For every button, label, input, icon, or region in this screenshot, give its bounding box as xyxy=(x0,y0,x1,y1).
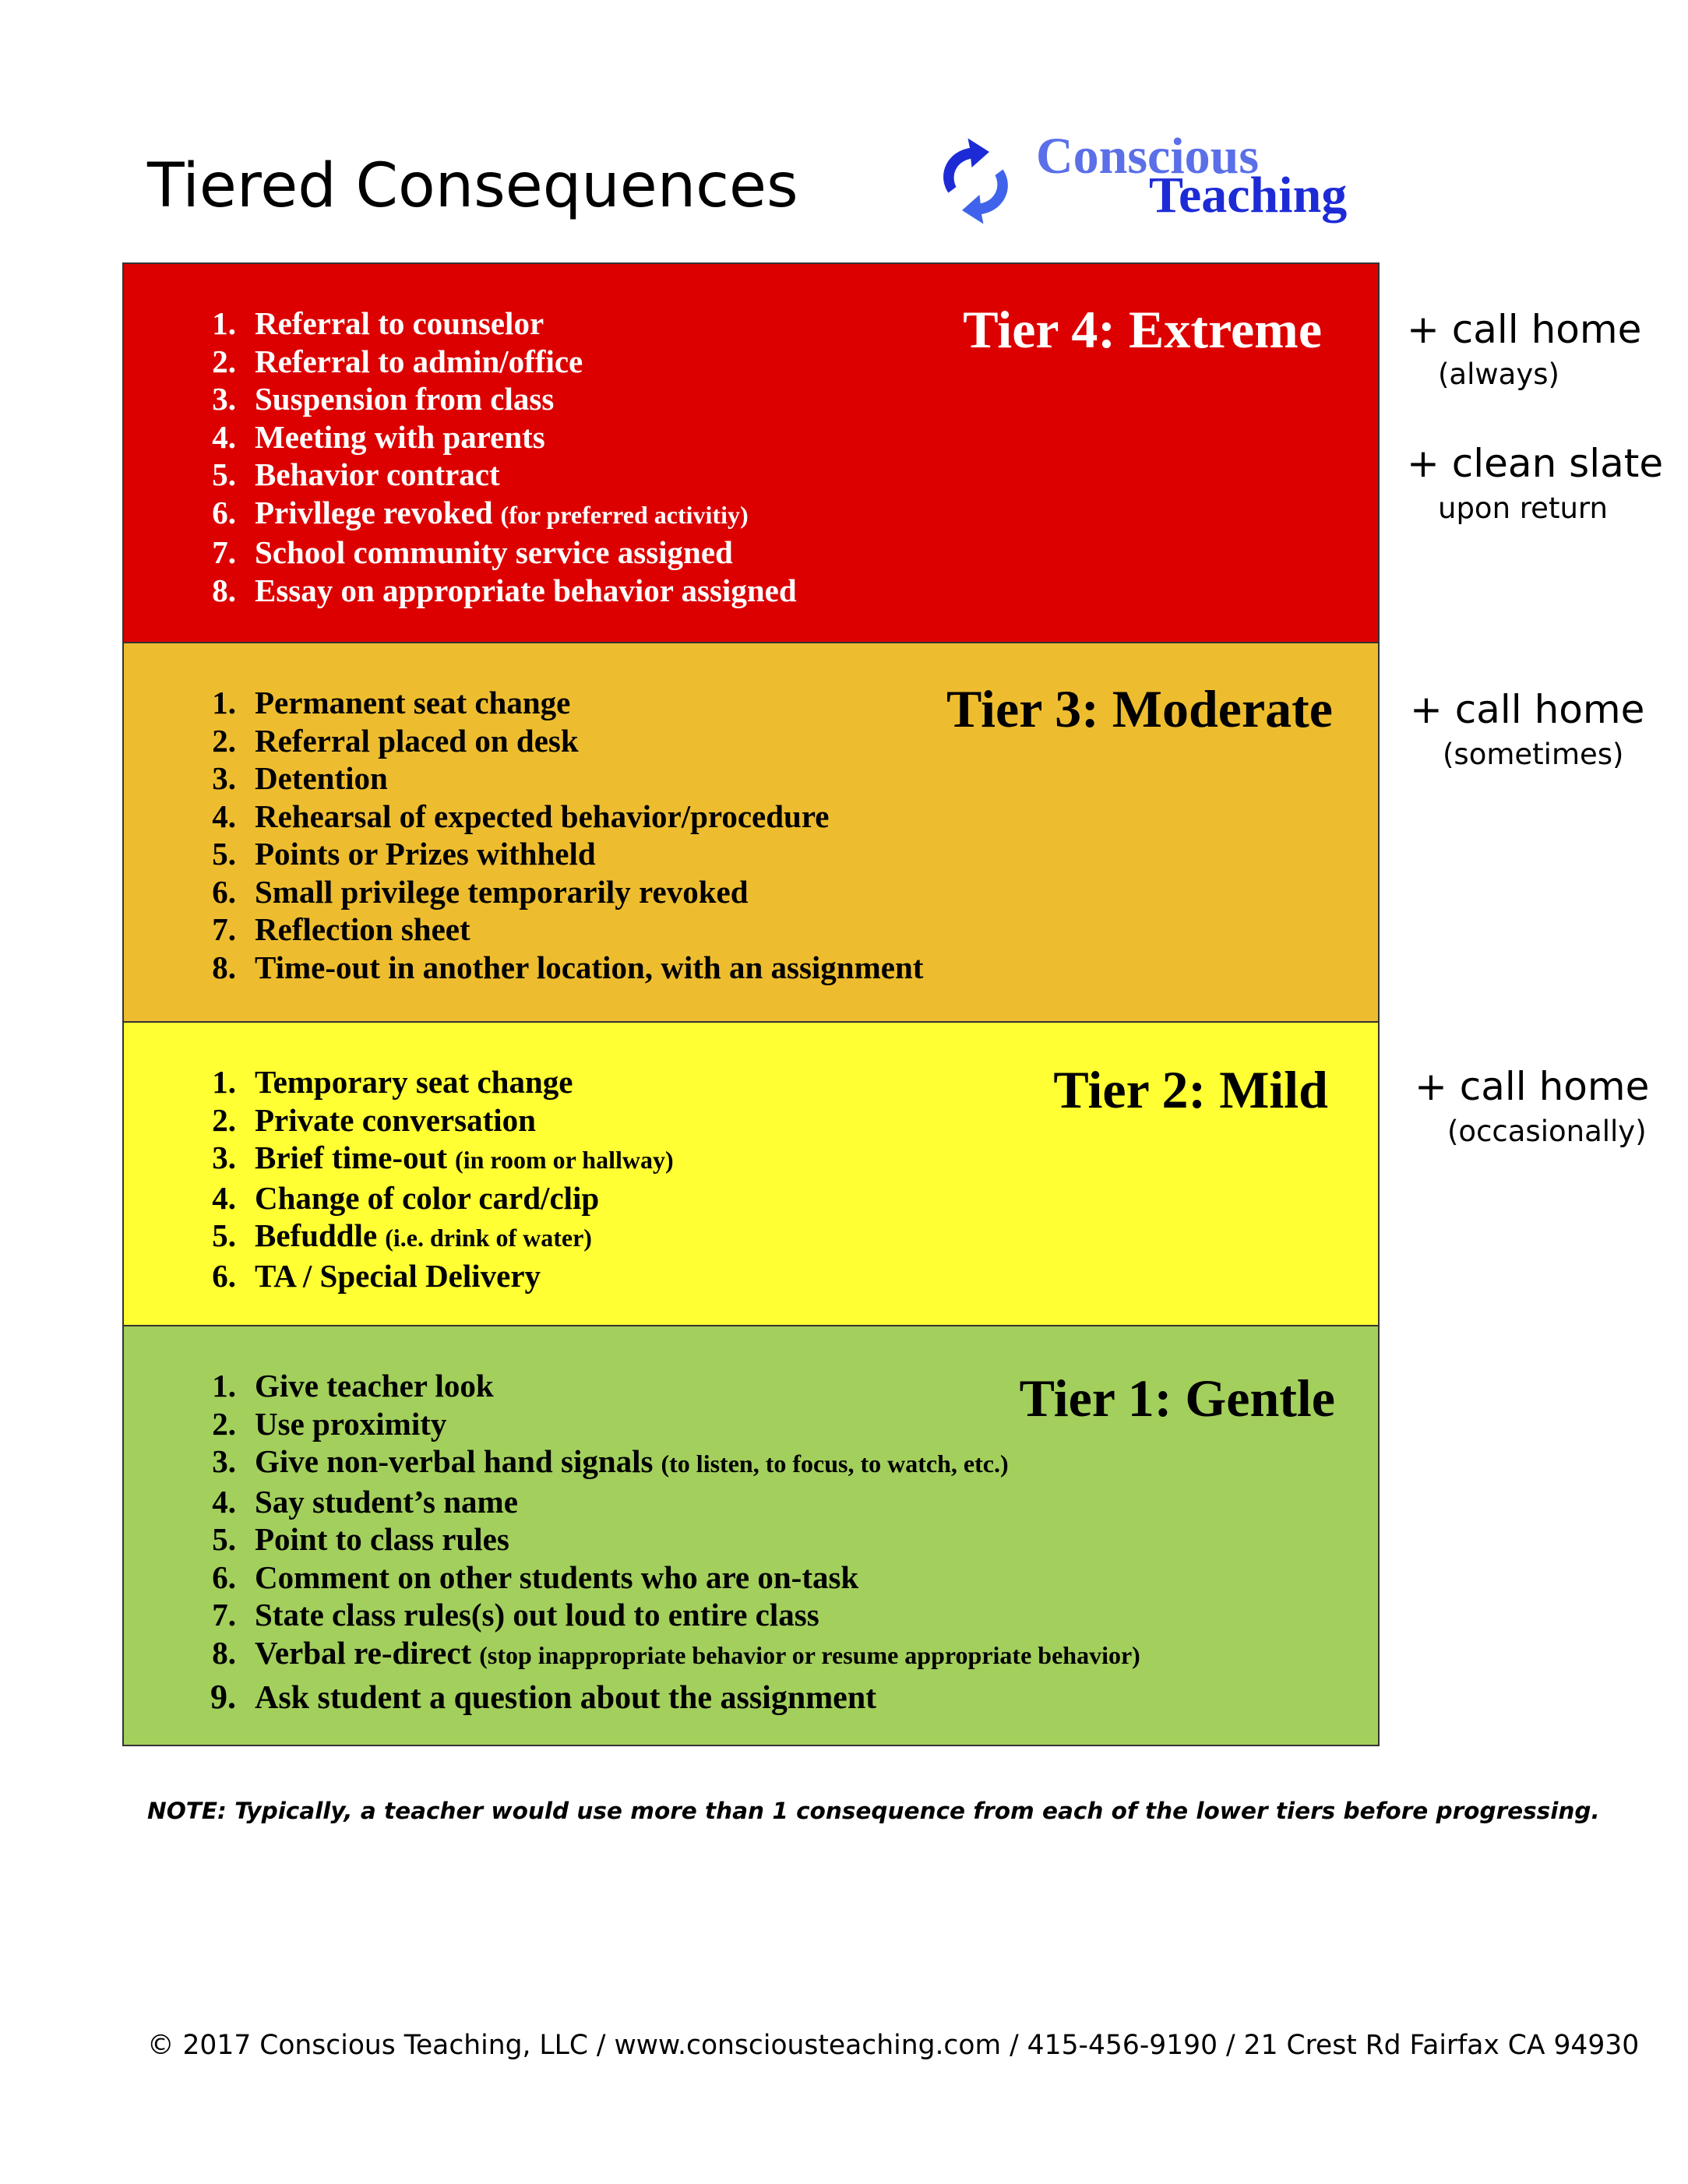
list-item: 1. Temporary seat change xyxy=(212,1064,573,1100)
tier-4-list xyxy=(186,305,797,609)
tier-4-heading: Tier 4: Extreme xyxy=(963,300,1322,359)
list-item: 8. Time-out in another location, with an assignment xyxy=(212,949,924,985)
logo-word-conscious: Conscious xyxy=(1036,128,1260,185)
tier-1-panel xyxy=(124,1326,1378,1745)
list-item: 1. Permanent seat change xyxy=(212,685,571,720)
tier-3-panel xyxy=(124,643,1378,1023)
item-note: (for preferred activitiy) xyxy=(500,500,749,529)
tier-3-heading: Tier 3: Moderate xyxy=(946,679,1333,738)
list-item: 7. State class rules(s) out loud to entire class xyxy=(212,1597,819,1633)
list-item: 6. Comment on other students who are on-task xyxy=(212,1559,859,1595)
list-item: 5. Point to class rules xyxy=(212,1521,509,1557)
logo xyxy=(927,125,1371,234)
footer-text: © 2017 Conscious Teaching, LLC / www.consciousteaching.com / 415-456-9190 / 21 Crest Rd Fairfax CA 94930 xyxy=(147,2030,1640,2061)
list-item: 8. Essay on appropriate behavior assigned xyxy=(212,572,797,608)
list-item: 1. Referral to counselor xyxy=(212,305,544,341)
recycle-arrows-icon xyxy=(927,132,1024,230)
list-item: 3. Suspension from class xyxy=(212,381,555,417)
list-item: 7. School community service assigned xyxy=(212,534,733,570)
list-item: 7. Reflection sheet xyxy=(212,911,470,947)
tier-3-list xyxy=(186,684,923,986)
note-text: NOTE: Typically, a teacher would use more than 1 consequence from each of the lower tiers before progressing. xyxy=(147,1798,1600,1824)
list-item: 1. Give teacher look xyxy=(212,1368,494,1404)
list-item: 5. Behavior contract xyxy=(212,456,500,492)
tier-4-panel xyxy=(124,264,1378,643)
list-item: 4. Rehearsal of expected behavior/procedure xyxy=(212,798,830,834)
tier-table xyxy=(122,262,1380,1746)
tier-2-list xyxy=(186,1063,674,1295)
tier-2-call-home-note: + call home (occasionally) xyxy=(1415,1064,1650,1148)
list-item: 2. Referral to admin/office xyxy=(212,343,583,379)
tier-2-heading: Tier 2: Mild xyxy=(1053,1060,1328,1119)
list-item: 4. Say student’s name xyxy=(212,1483,518,1520)
list-item: 6. Privllege revoked (for preferred activitiy) xyxy=(186,494,797,534)
tier-1-heading: Tier 1: Gentle xyxy=(1019,1369,1335,1428)
list-item: 6. Small privilege temporarily revoked xyxy=(212,873,749,910)
tier-1-list xyxy=(186,1367,1140,1717)
list-item: 2. Private conversation xyxy=(212,1101,536,1138)
list-item: 4. Meeting with parents xyxy=(212,418,545,455)
item-note: (to listen, to focus, to watch, etc.) xyxy=(661,1450,1009,1478)
list-item: 6. TA / Special Delivery xyxy=(212,1257,541,1294)
tier-2-panel xyxy=(124,1023,1378,1326)
list-item: 5. Points or Prizes withheld xyxy=(212,836,596,872)
list-item: 3. Give non-verbal hand signals (to listen, to focus, to watch, etc.) xyxy=(186,1442,1140,1483)
list-item: 8. Verbal re-direct (stop inappropriate behavior or resume appropriate behavior) xyxy=(186,1634,1140,1675)
list-item: 4. Change of color card/clip xyxy=(212,1179,600,1216)
list-item: 2. Use proximity xyxy=(212,1405,447,1442)
logo-word-teaching: Teaching xyxy=(1149,167,1348,224)
list-item: 2. Referral placed on desk xyxy=(212,722,579,759)
item-note: (stop inappropriate behavior or resume appropriate behavior) xyxy=(479,1640,1140,1669)
tier-3-call-home-note: + call home (sometimes) xyxy=(1410,687,1645,771)
item-note: (i.e. drink of water) xyxy=(385,1224,592,1252)
list-item: 3. Detention xyxy=(212,760,388,796)
list-item: 5. Befuddle (i.e. drink of water) xyxy=(186,1217,674,1257)
tier-4-call-home-note: + call home (always) xyxy=(1407,307,1642,391)
tier-4-clean-slate-note: + clean slate upon return xyxy=(1407,441,1664,525)
item-note: (in room or hallway) xyxy=(455,1146,674,1174)
list-item: 9. Ask student a question about the assignment xyxy=(210,1678,877,1716)
page-title: Tiered Consequences xyxy=(147,151,798,221)
list-item: 3. Brief time-out (in room or hallway) xyxy=(186,1139,674,1179)
